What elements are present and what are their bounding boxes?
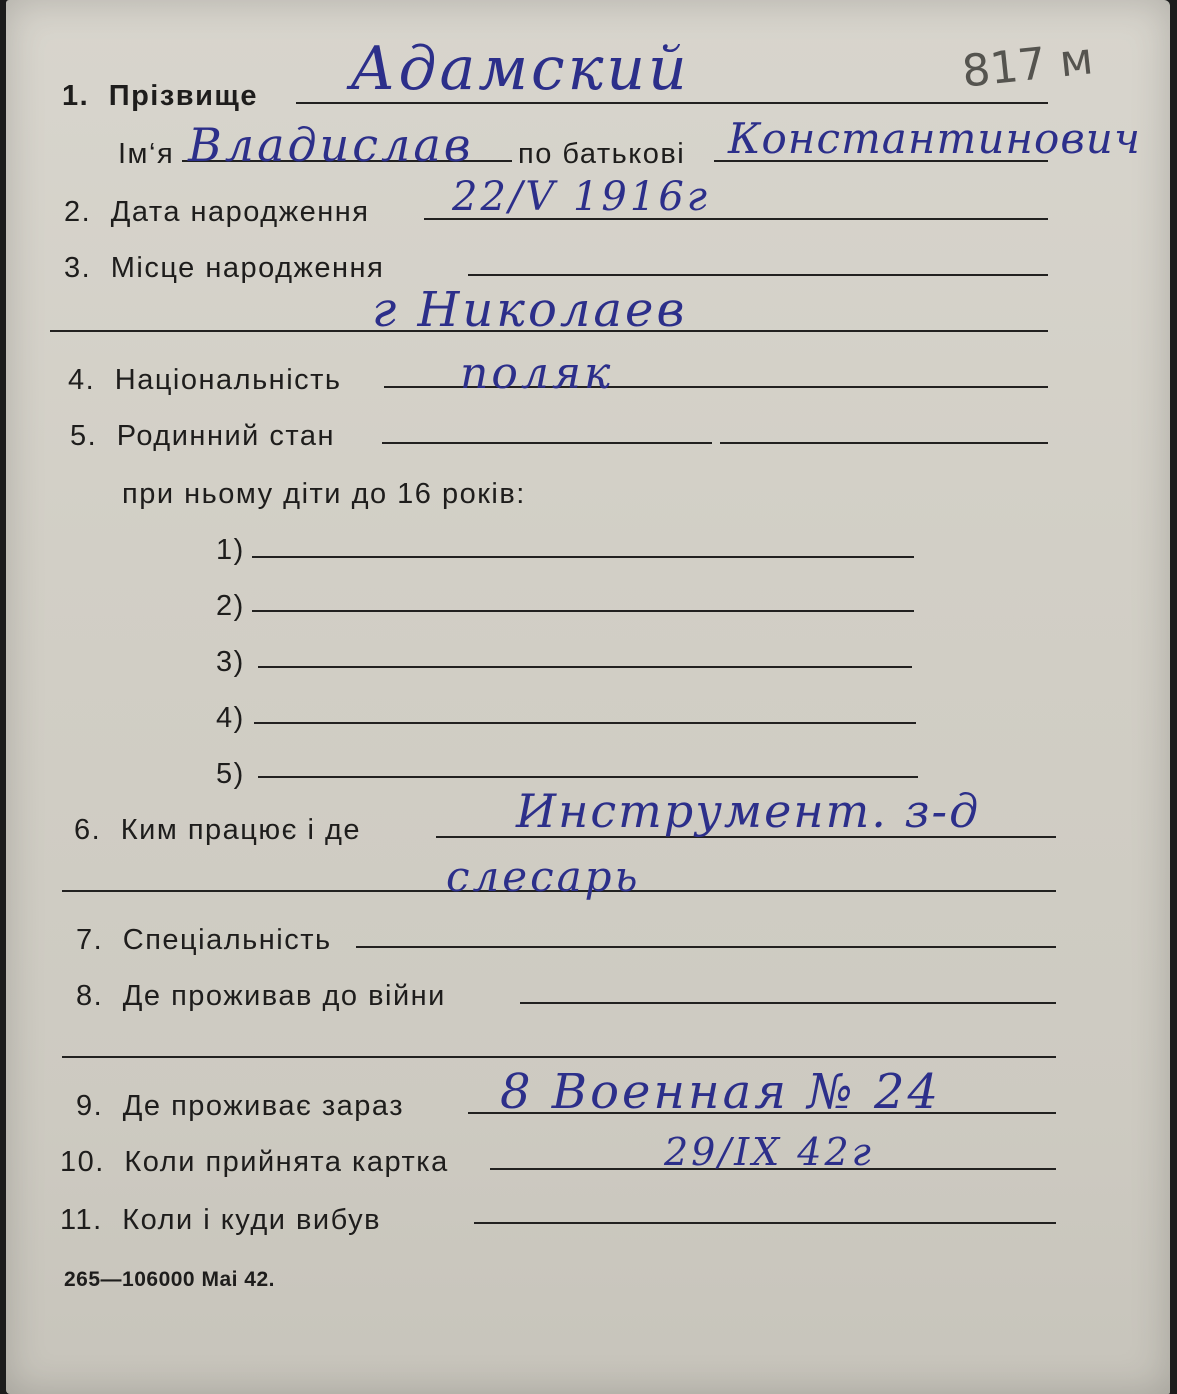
field-10-label: 10. Коли прийнята картка	[60, 1146, 449, 1178]
field-2-value: 22/V 1916г	[452, 174, 710, 220]
field-5-label: 5. Родинний стан	[70, 420, 336, 452]
field-7-label: 7. Спеціальність	[76, 924, 332, 956]
child-3-label: 3)	[216, 646, 245, 678]
child-1-line[interactable]	[252, 556, 914, 558]
field-3-value: г Николаев	[372, 282, 688, 338]
field-5-line-a[interactable]	[382, 442, 712, 444]
field-7-line[interactable]	[356, 946, 1056, 948]
field-8-label: 8. Де проживав до війни	[76, 980, 446, 1012]
child-1-label: 1)	[216, 534, 245, 566]
field-1-value: Адамский	[350, 34, 690, 104]
field-5-line-b[interactable]	[720, 442, 1048, 444]
child-5-label: 5)	[216, 758, 245, 790]
field-4-value: поляк	[460, 348, 614, 399]
field-1-label: 1. Прізвище	[62, 80, 259, 112]
field-11-line[interactable]	[474, 1222, 1056, 1224]
field-4-label: 4. Національність	[68, 364, 342, 396]
field-9-label: 9. Де проживає зараз	[76, 1090, 405, 1122]
field-11-label: 11. Коли і куди вибув	[60, 1204, 382, 1236]
child-3-line[interactable]	[258, 666, 912, 668]
child-4-line[interactable]	[254, 722, 916, 724]
patronymic-label: по батькові	[518, 138, 686, 170]
name-value: Владислав	[188, 118, 474, 172]
field-6-label: 6. Ким працює і де	[74, 814, 362, 846]
field-9-value: 8 Военная № 24	[500, 1064, 942, 1120]
field-8-line[interactable]	[520, 1002, 1056, 1004]
child-2-label: 2)	[216, 590, 245, 622]
name-label: Ім‘я	[118, 138, 175, 170]
field-2-label: 2. Дата народження	[64, 196, 370, 228]
child-4-label: 4)	[216, 702, 245, 734]
field-3-line[interactable]	[468, 274, 1048, 276]
child-5-line[interactable]	[258, 776, 918, 778]
corner-pencil-note: 817 м	[959, 33, 1096, 98]
field-10-value: 29/IX 42г	[664, 1130, 874, 1174]
patronymic-value: Константинович	[728, 114, 1141, 163]
field-8-line-2[interactable]	[62, 1056, 1056, 1058]
field-6-value-1: Инструмент. з-д	[516, 784, 981, 838]
child-2-line[interactable]	[252, 610, 914, 612]
field-6-value-2: слесарь	[446, 852, 641, 901]
print-mark: 265—106000 Mai 42.	[64, 1268, 275, 1291]
field-3-label: 3. Місце народження	[64, 252, 385, 284]
children-label: при ньому діти до 16 років:	[122, 478, 526, 510]
